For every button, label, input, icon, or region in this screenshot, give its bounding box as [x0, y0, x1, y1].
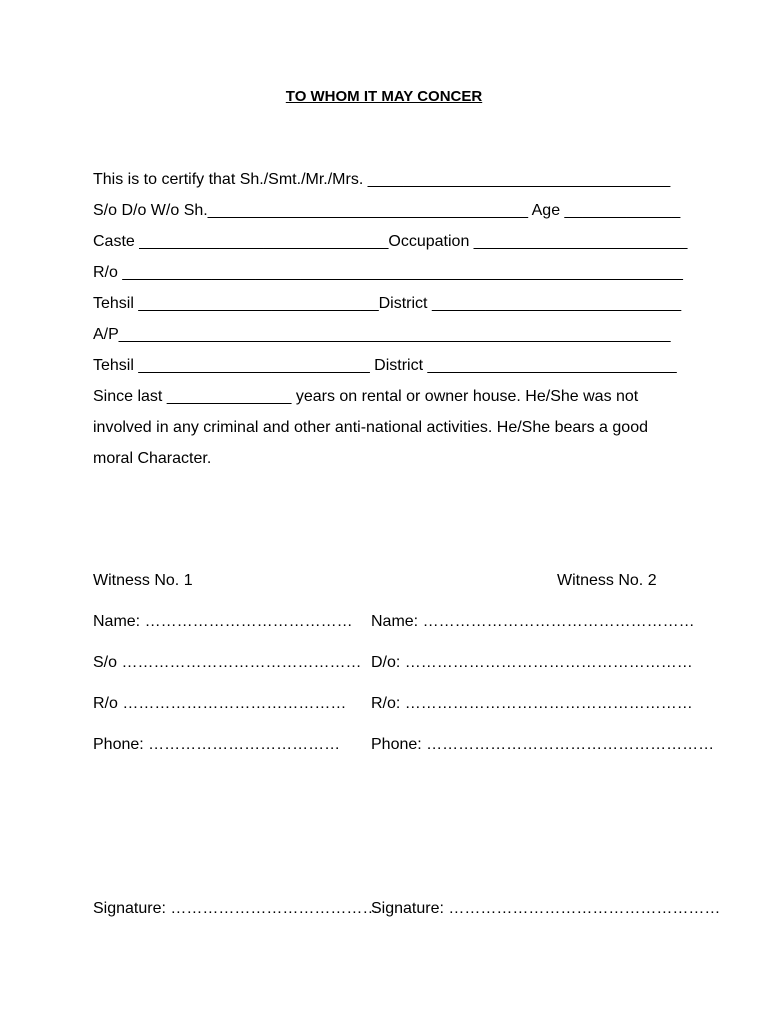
witness-1-name: Name: …………………………………	[93, 613, 353, 630]
moral-character-line: moral Character.	[93, 450, 212, 467]
relation-age-line: S/o D/o W/o Sh.____________________________________ Age _____________	[93, 202, 681, 219]
witness-1-phone: Phone: ………………………………	[93, 736, 341, 753]
witness-2-phone: Phone: ………………………………………………	[371, 736, 715, 753]
witness-2-relation: D/o: ………………………………………………	[371, 654, 693, 671]
witness-1-signature: Signature: …………………………………	[93, 900, 379, 917]
criminal-activity-line: involved in any criminal and other anti-national activities. He/She bears a good	[93, 419, 648, 436]
document-title: TO WHOM IT MAY CONCER	[285, 88, 483, 105]
caste-occupation-line: Caste ____________________________Occupation ________________________	[93, 233, 688, 250]
witness-1-heading: Witness No. 1	[93, 572, 193, 589]
ap-line: A/P______________________________________________________________	[93, 326, 671, 343]
witness-2-name: Name: ……………………………………………	[371, 613, 695, 630]
certificate-body	[93, 168, 693, 478]
tehsil-district-line-2: Tehsil __________________________ District ____________________________	[93, 357, 677, 374]
witness-1-relation: S/o ………………………………………	[93, 654, 362, 671]
certify-line: This is to certify that Sh./Smt./Mr./Mrs. __________________________________	[93, 171, 671, 188]
witness-2-signature: Signature: ……………………………………………	[371, 900, 721, 917]
witness-2-residence: R/o: ………………………………………………	[371, 695, 693, 712]
witness-1-residence: R/o ……………………………………	[93, 695, 347, 712]
witness-2-heading: Witness No. 2	[557, 572, 657, 589]
since-last-line: Since last ______________ years on rental or owner house. He/She was not	[93, 388, 639, 405]
tehsil-district-line: Tehsil ___________________________District ____________________________	[93, 295, 682, 312]
residence-line: R/o _______________________________________________________________	[93, 264, 683, 281]
